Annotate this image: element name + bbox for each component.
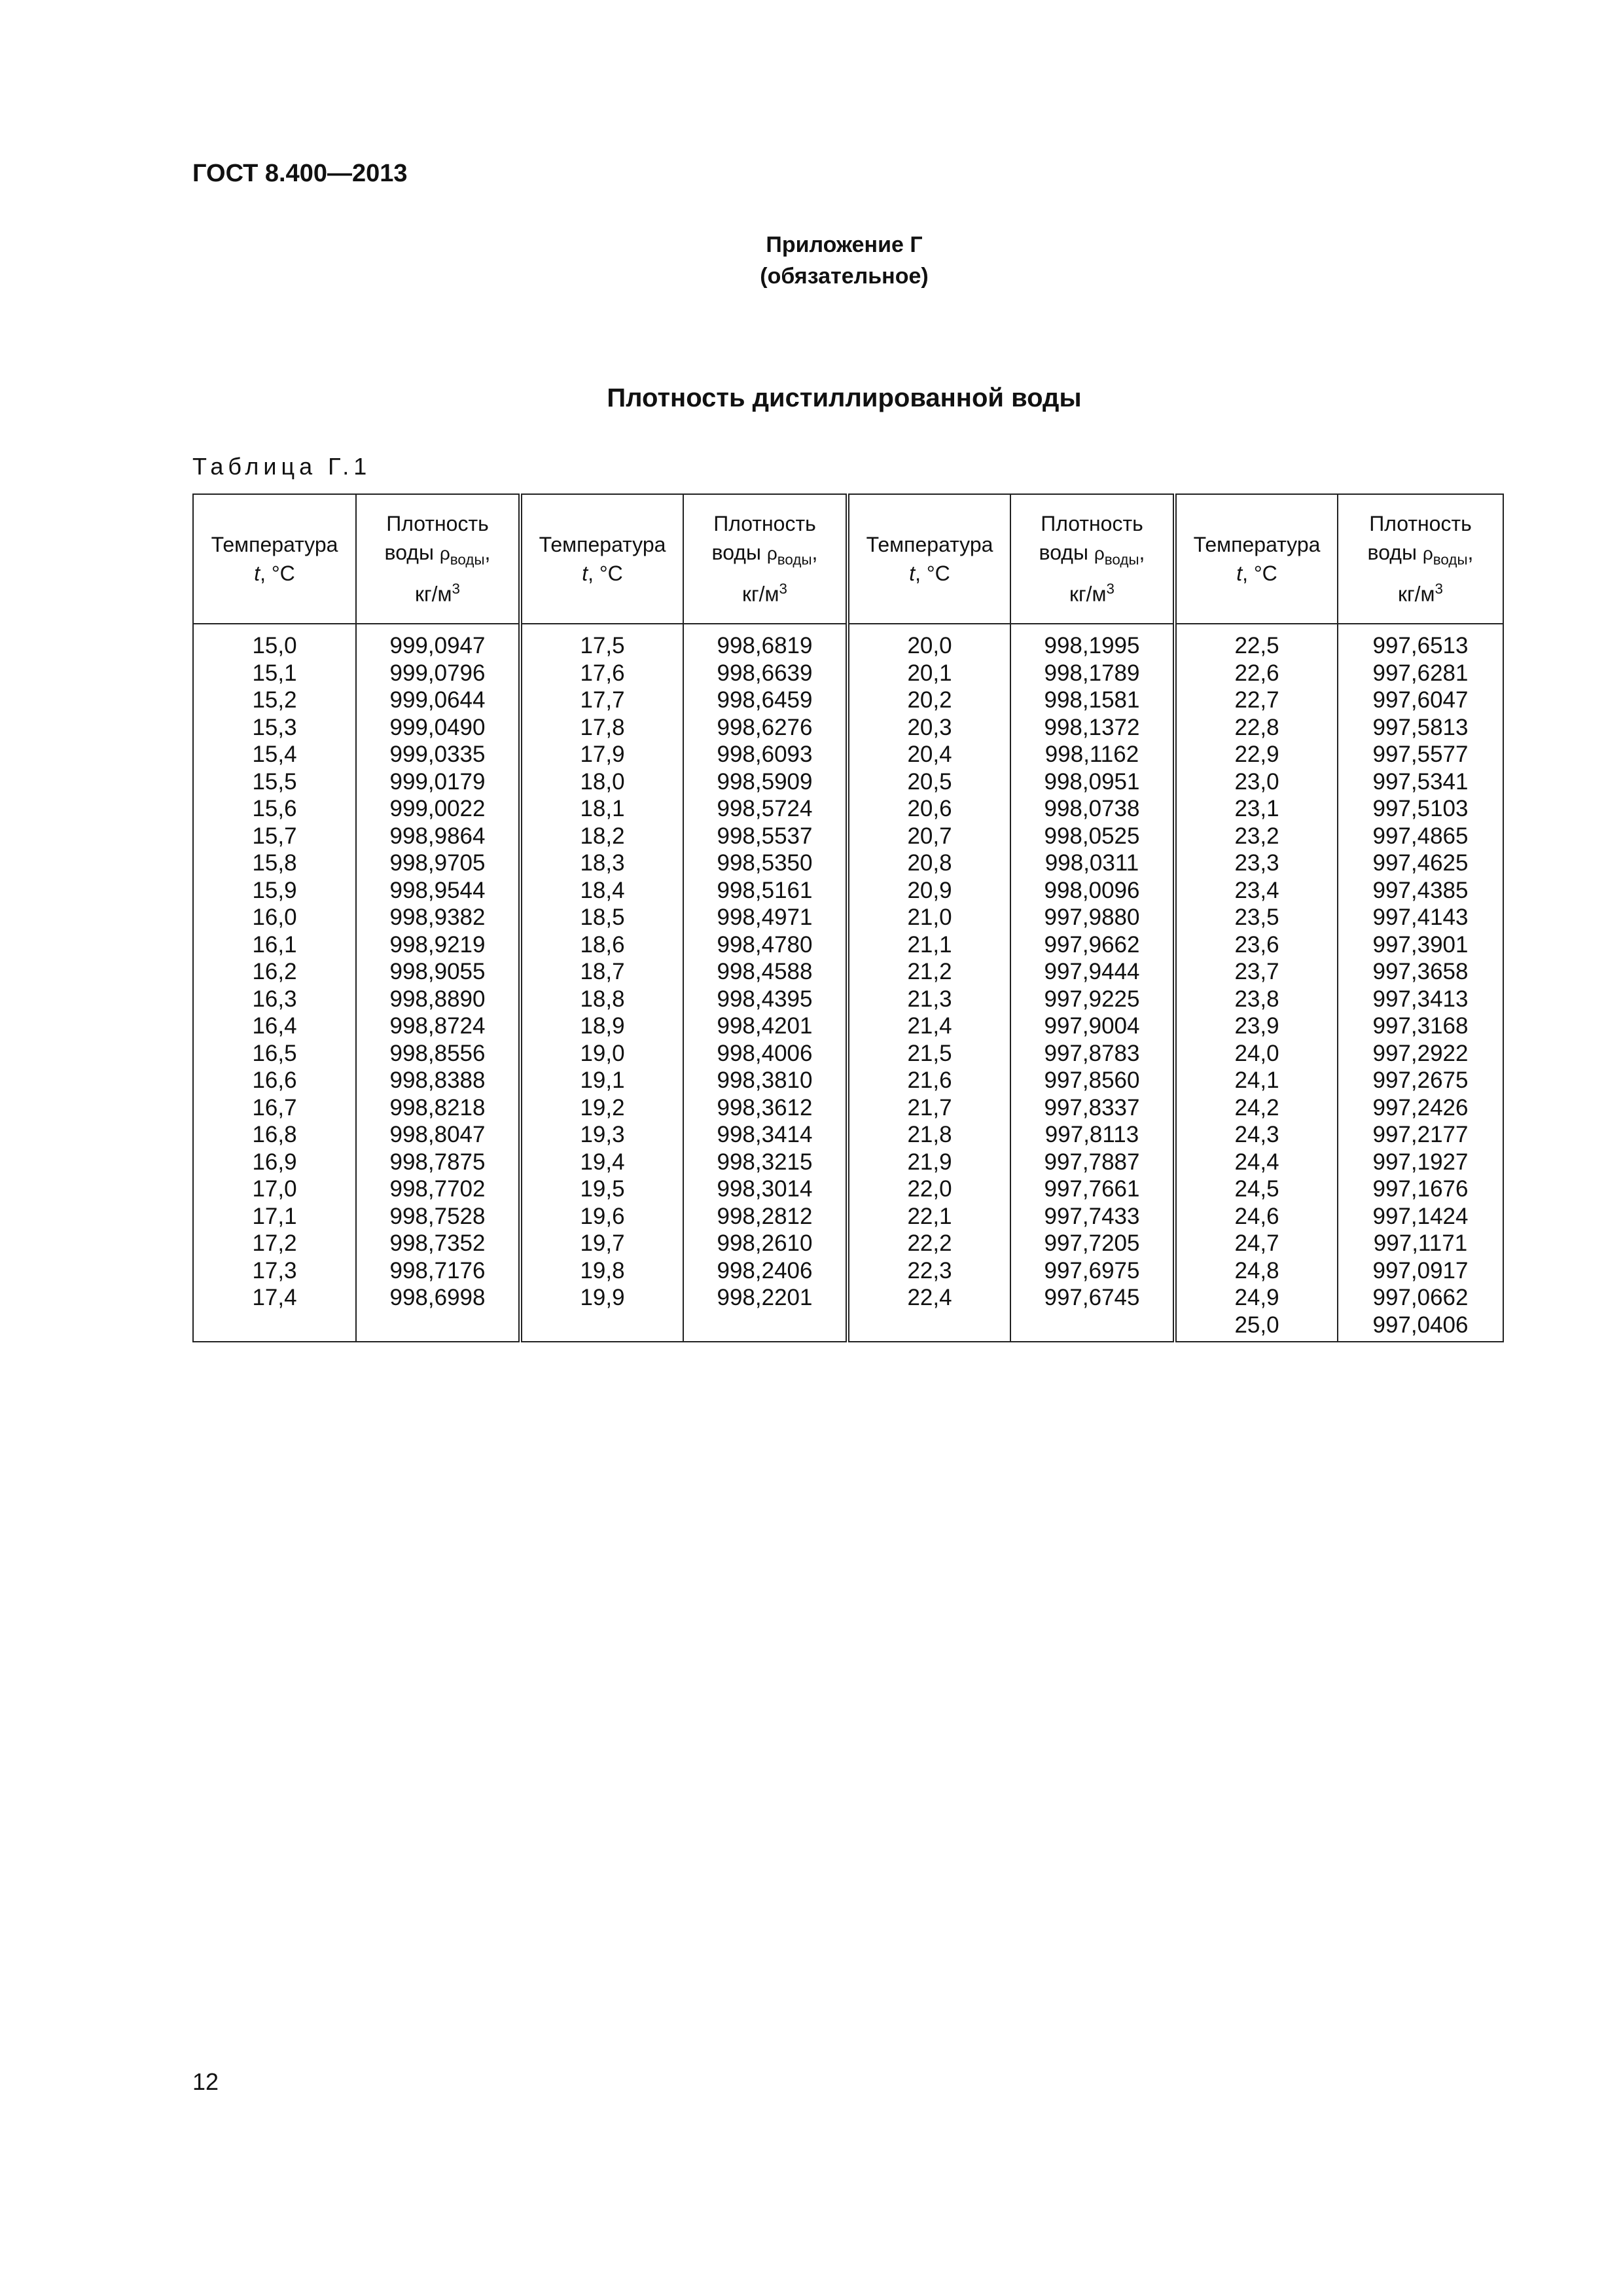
- density-value: 997,8783: [1044, 1040, 1140, 1066]
- temperature-value: 19,5: [580, 1176, 625, 1202]
- header-density-label: Плотность: [713, 512, 816, 536]
- header-density: [356, 494, 520, 624]
- temperature-value: 24,5: [1234, 1176, 1279, 1202]
- density-value: 998,6639: [717, 660, 813, 686]
- header-temperature-symbol: t: [582, 562, 588, 585]
- table-body: [193, 624, 1503, 1342]
- header-density-label-water: воды: [1039, 541, 1088, 565]
- header-temperature: [193, 494, 356, 624]
- temperature-value: 20,0: [907, 633, 952, 658]
- header-row: [193, 494, 1503, 624]
- density-value: 997,0662: [1372, 1285, 1469, 1310]
- temperature-value: 24,9: [1234, 1285, 1279, 1310]
- temperature-value: 15,3: [252, 714, 297, 740]
- density-value: 998,3014: [717, 1176, 813, 1202]
- density-value: 998,4201: [717, 1013, 813, 1039]
- density-value: 997,8113: [1044, 1122, 1139, 1147]
- density-subscript: воды: [1104, 551, 1139, 568]
- temperature-value: 18,2: [580, 823, 625, 849]
- temperature-value: 17,4: [252, 1285, 297, 1310]
- density-value: 998,4588: [717, 959, 813, 984]
- density-value: 999,0179: [389, 768, 486, 795]
- header-temperature-label: Температура: [1193, 533, 1321, 556]
- density-value: 997,5813: [1372, 714, 1469, 740]
- density-value: 997,9225: [1044, 986, 1140, 1012]
- temperature-value: 17,2: [252, 1230, 297, 1256]
- density-value: 998,4780: [717, 931, 813, 958]
- header-density: [1010, 494, 1175, 624]
- temperature-value: 23,0: [1234, 768, 1279, 795]
- temperature-value: 22,3: [907, 1257, 952, 1283]
- body-row: [193, 624, 1503, 1342]
- temperature-value: 22,8: [1234, 714, 1279, 740]
- density-unit: кг/м: [1069, 582, 1107, 606]
- temperature-column: [847, 624, 1010, 1342]
- density-value: 998,8218: [389, 1094, 486, 1121]
- temperature-value: 15,2: [252, 687, 297, 713]
- density-subscript: воды: [1433, 551, 1468, 568]
- density-value: 998,0096: [1044, 877, 1140, 903]
- temperature-value: 16,9: [252, 1149, 297, 1175]
- density-value: 997,1424: [1372, 1203, 1469, 1229]
- page-number: 12: [192, 2068, 219, 2095]
- temperature-value: 20,6: [907, 796, 952, 821]
- density-comma: ,: [812, 541, 818, 565]
- density-table: [192, 493, 1504, 1342]
- temperature-value: 19,3: [580, 1122, 625, 1147]
- temperature-value: 21,7: [907, 1094, 952, 1121]
- density-unit-exponent: 3: [1435, 580, 1443, 597]
- density-value: 997,2922: [1372, 1040, 1469, 1066]
- temperature-value: 18,9: [580, 1013, 625, 1039]
- density-value: 997,8337: [1044, 1094, 1140, 1121]
- temperature-column: [520, 624, 683, 1342]
- header-temperature-label: Температура: [866, 533, 993, 556]
- temperature-value: 19,0: [580, 1040, 625, 1066]
- density-value: 997,9662: [1044, 931, 1140, 958]
- temperature-value: 18,8: [580, 986, 625, 1012]
- density-comma: ,: [1139, 541, 1145, 565]
- density-value: 997,1171: [1373, 1230, 1468, 1256]
- density-symbol: ρ: [439, 543, 450, 564]
- temperature-value: 24,7: [1234, 1230, 1279, 1256]
- document-code: ГОСТ 8.400—2013: [192, 160, 408, 187]
- density-value: 997,6281: [1372, 660, 1469, 686]
- density-value: 998,9544: [389, 877, 486, 903]
- temperature-value: 24,0: [1234, 1040, 1279, 1066]
- temperature-value: 15,4: [252, 742, 297, 767]
- density-value: 998,2610: [717, 1230, 813, 1256]
- temperature-value: 18,0: [580, 768, 625, 795]
- density-value: 997,2177: [1372, 1122, 1469, 1147]
- temperature-value: 21,2: [907, 959, 952, 984]
- annex-label: Приложение Г: [766, 232, 923, 257]
- temperature-value: 23,6: [1234, 931, 1279, 958]
- temperature-column: [1175, 624, 1338, 1342]
- temperature-value: 17,3: [252, 1257, 297, 1283]
- temperature-value: 15,1: [252, 660, 297, 686]
- density-value: 998,9382: [389, 905, 486, 930]
- density-value: 998,5350: [717, 850, 813, 876]
- temperature-value: 24,1: [1234, 1067, 1279, 1093]
- density-comma: ,: [1467, 541, 1474, 565]
- density-value: 998,1372: [1044, 714, 1140, 740]
- density-column: [683, 624, 847, 1342]
- density-value: 997,7205: [1044, 1230, 1140, 1256]
- temperature-column: [193, 624, 356, 1342]
- density-value: 997,3658: [1372, 959, 1469, 984]
- header-density: [1338, 494, 1503, 624]
- density-value: 998,1162: [1044, 742, 1139, 767]
- table-caption: Таблица Г.1: [192, 453, 372, 480]
- density-value: 997,4143: [1372, 905, 1469, 930]
- density-subscript: воды: [450, 551, 485, 568]
- density-value: 997,3901: [1372, 931, 1469, 958]
- annex-heading: [0, 229, 1623, 292]
- density-value: 997,5577: [1372, 742, 1469, 767]
- density-value: 997,4625: [1372, 850, 1469, 876]
- temperature-value: 23,7: [1234, 959, 1279, 984]
- temperature-value: 16,1: [252, 931, 297, 958]
- header-density-label-water: воды: [1367, 541, 1417, 565]
- temperature-value: 23,9: [1234, 1013, 1279, 1039]
- temperature-value: 20,5: [907, 768, 952, 795]
- header-temperature: [520, 494, 683, 624]
- density-unit-exponent: 3: [452, 580, 460, 597]
- temperature-value: 21,3: [907, 986, 952, 1012]
- temperature-value: 19,4: [580, 1149, 625, 1175]
- temperature-value: 25,0: [1234, 1312, 1279, 1338]
- density-value: 997,3413: [1372, 986, 1469, 1012]
- header-temperature: [1175, 494, 1338, 624]
- temperature-value: 20,7: [907, 823, 952, 849]
- temperature-value: 22,9: [1234, 742, 1279, 767]
- density-value: 998,4006: [717, 1040, 813, 1066]
- temperature-value: 16,8: [252, 1122, 297, 1147]
- density-value: 997,3168: [1372, 1013, 1469, 1039]
- density-value: 998,6276: [717, 714, 813, 740]
- temperature-value: 20,2: [907, 687, 952, 713]
- header-temperature-symbol: t: [254, 562, 260, 585]
- density-value: 997,2426: [1372, 1094, 1469, 1121]
- density-value: 998,1581: [1044, 687, 1140, 713]
- header-density-label-water: воды: [711, 541, 761, 565]
- density-value: 999,0022: [389, 796, 486, 821]
- density-value: 998,1789: [1044, 660, 1140, 686]
- density-value: 997,2675: [1372, 1067, 1469, 1093]
- temperature-value: 18,6: [580, 931, 625, 958]
- density-value: 998,0525: [1044, 823, 1140, 849]
- temperature-value: 20,3: [907, 714, 952, 740]
- temperature-value: 21,9: [907, 1149, 952, 1175]
- temperature-value: 15,6: [252, 796, 297, 821]
- temperature-value: 17,0: [252, 1176, 297, 1202]
- density-value: 998,7875: [389, 1149, 486, 1175]
- temperature-value: 15,5: [252, 768, 297, 795]
- temperature-value: 16,6: [252, 1067, 297, 1093]
- density-value: 998,8890: [389, 986, 486, 1012]
- density-value: 998,0311: [1044, 850, 1139, 876]
- density-value: 997,0917: [1372, 1257, 1469, 1283]
- temperature-value: 22,4: [907, 1285, 952, 1310]
- temperature-value: 19,7: [580, 1230, 625, 1256]
- density-value: 998,5909: [717, 768, 813, 795]
- temperature-value: 16,2: [252, 959, 297, 984]
- density-value: 997,8560: [1044, 1067, 1140, 1093]
- density-column: [1010, 624, 1175, 1342]
- density-unit: кг/м: [414, 582, 452, 606]
- temperature-value: 20,1: [907, 660, 952, 686]
- temperature-value: 17,7: [580, 687, 625, 713]
- temperature-value: 15,8: [252, 850, 297, 876]
- density-value: 998,7352: [389, 1230, 486, 1256]
- density-value: 997,0406: [1372, 1312, 1469, 1338]
- density-value: 998,8556: [389, 1040, 486, 1066]
- density-symbol: ρ: [1094, 543, 1105, 564]
- temperature-value: 17,9: [580, 742, 625, 767]
- density-value: 998,8724: [389, 1013, 486, 1039]
- temperature-value: 24,8: [1234, 1257, 1279, 1283]
- header-temperature-label: Температура: [539, 533, 666, 556]
- density-value: 998,5724: [717, 796, 813, 821]
- density-value: 998,3414: [717, 1122, 813, 1147]
- density-value: 997,9880: [1044, 905, 1140, 930]
- density-symbol: ρ: [1422, 543, 1433, 564]
- density-value: 998,9055: [389, 959, 486, 984]
- temperature-value: 18,4: [580, 877, 625, 903]
- density-unit: кг/м: [1397, 582, 1435, 606]
- header-temperature-unit: , °С: [588, 562, 623, 585]
- temperature-value: 21,5: [907, 1040, 952, 1066]
- temperature-value: 24,6: [1234, 1203, 1279, 1229]
- density-value: 998,3215: [717, 1149, 813, 1175]
- temperature-value: 22,5: [1234, 633, 1279, 658]
- temperature-value: 23,2: [1234, 823, 1279, 849]
- header-density-label: Плотность: [1369, 512, 1472, 536]
- header-temperature: [847, 494, 1010, 624]
- header-temperature-label: Температура: [211, 533, 338, 556]
- density-value: 998,6819: [717, 633, 813, 658]
- temperature-value: 19,9: [580, 1285, 625, 1310]
- density-value: 998,0738: [1044, 796, 1140, 821]
- header-temperature-unit: , °С: [915, 562, 950, 585]
- temperature-value: 17,5: [580, 633, 625, 658]
- density-value: 998,2812: [717, 1203, 813, 1229]
- temperature-value: 15,7: [252, 823, 297, 849]
- density-value: 997,6975: [1044, 1257, 1140, 1283]
- density-value: 998,2201: [717, 1285, 813, 1310]
- temperature-value: 23,8: [1234, 986, 1279, 1012]
- density-subscript: воды: [777, 551, 812, 568]
- density-value: 997,6047: [1372, 687, 1469, 713]
- density-value: 997,6745: [1044, 1285, 1140, 1310]
- density-unit: кг/м: [741, 582, 779, 606]
- temperature-value: 19,6: [580, 1203, 625, 1229]
- temperature-value: 16,3: [252, 986, 297, 1012]
- density-value: 997,5103: [1372, 796, 1469, 821]
- temperature-value: 23,5: [1234, 905, 1279, 930]
- density-value: 998,5537: [717, 823, 813, 849]
- page-title: Плотность дистиллированной воды: [607, 384, 1082, 412]
- temperature-value: 21,4: [907, 1013, 952, 1039]
- density-value: 999,0644: [389, 687, 486, 713]
- density-value: 997,1676: [1372, 1176, 1469, 1202]
- temperature-value: 20,4: [907, 742, 952, 767]
- temperature-value: 19,2: [580, 1094, 625, 1121]
- header-density-label: Плотность: [386, 512, 489, 536]
- temperature-value: 20,9: [907, 877, 952, 903]
- density-value: 997,4385: [1372, 877, 1469, 903]
- temperature-value: 21,1: [907, 931, 952, 958]
- temperature-value: 18,3: [580, 850, 625, 876]
- density-symbol: ρ: [766, 543, 777, 564]
- temperature-value: 22,0: [907, 1176, 952, 1202]
- temperature-value: 22,2: [907, 1230, 952, 1256]
- temperature-value: 22,1: [907, 1203, 952, 1229]
- density-value: 998,4395: [717, 986, 813, 1012]
- density-unit-exponent: 3: [1106, 580, 1115, 597]
- header-temperature-symbol: t: [909, 562, 916, 585]
- density-unit-exponent: 3: [779, 580, 787, 597]
- header-temperature-unit: , °С: [260, 562, 295, 585]
- temperature-value: 16,7: [252, 1094, 297, 1121]
- temperature-value: 15,0: [252, 633, 297, 658]
- table-header: [193, 494, 1503, 624]
- temperature-value: 16,4: [252, 1013, 297, 1039]
- density-value: 998,7528: [389, 1203, 486, 1229]
- temperature-value: 22,6: [1234, 660, 1279, 686]
- density-value: 998,1995: [1044, 633, 1140, 658]
- density-value: 998,8388: [389, 1067, 486, 1093]
- temperature-value: 23,1: [1234, 796, 1279, 821]
- temperature-value: 15,9: [252, 877, 297, 903]
- temperature-value: 20,8: [907, 850, 952, 876]
- density-column: [1338, 624, 1503, 1342]
- temperature-value: 23,3: [1234, 850, 1279, 876]
- density-value: 998,7702: [389, 1176, 486, 1202]
- temperature-value: 18,7: [580, 959, 625, 984]
- annex-status: (обязательное): [760, 264, 929, 289]
- header-density-label: Плотность: [1041, 512, 1143, 536]
- temperature-value: 19,8: [580, 1257, 625, 1283]
- temperature-value: 16,5: [252, 1040, 297, 1066]
- temperature-value: 17,1: [252, 1203, 297, 1229]
- density-value: 997,9444: [1044, 959, 1140, 984]
- temperature-value: 21,0: [907, 905, 952, 930]
- temperature-value: 17,8: [580, 714, 625, 740]
- density-value: 999,0335: [389, 742, 486, 767]
- density-value: 998,9864: [389, 823, 486, 849]
- temperature-value: 21,6: [907, 1067, 952, 1093]
- density-value: 998,4971: [717, 905, 813, 930]
- density-value: 999,0796: [389, 660, 486, 686]
- temperature-value: 23,4: [1234, 877, 1279, 903]
- density-value: 997,7887: [1044, 1149, 1140, 1175]
- density-column: [356, 624, 520, 1342]
- density-value: 999,0947: [389, 633, 486, 658]
- density-value: 998,6459: [717, 687, 813, 713]
- temperature-value: 24,4: [1234, 1149, 1279, 1175]
- density-value: 998,9219: [389, 931, 486, 958]
- temperature-value: 18,1: [580, 796, 625, 821]
- density-value: 998,0951: [1044, 768, 1140, 795]
- density-value: 998,3810: [717, 1067, 813, 1093]
- temperature-value: 16,0: [252, 905, 297, 930]
- density-value: 998,8047: [389, 1122, 486, 1147]
- density-value: 999,0490: [389, 714, 486, 740]
- density-value: 998,3612: [717, 1094, 813, 1121]
- temperature-value: 24,2: [1234, 1094, 1279, 1121]
- density-value: 998,2406: [717, 1257, 813, 1283]
- density-value: 997,9004: [1044, 1013, 1140, 1039]
- header-temperature-unit: , °С: [1242, 562, 1277, 585]
- density-value: 997,6513: [1372, 633, 1469, 658]
- header-temperature-symbol: t: [1236, 562, 1243, 585]
- density-value: 998,7176: [389, 1257, 486, 1283]
- density-value: 997,4865: [1372, 823, 1469, 849]
- density-value: 997,7433: [1044, 1203, 1140, 1229]
- temperature-value: 22,7: [1234, 687, 1279, 713]
- temperature-value: 17,6: [580, 660, 625, 686]
- density-value: 997,1927: [1372, 1149, 1469, 1175]
- header-density-label-water: воды: [384, 541, 434, 565]
- temperature-value: 24,3: [1234, 1122, 1279, 1147]
- temperature-value: 21,8: [907, 1122, 952, 1147]
- density-comma: ,: [484, 541, 491, 565]
- header-density: [683, 494, 847, 624]
- density-value: 998,6998: [389, 1285, 486, 1310]
- temperature-value: 19,1: [580, 1067, 625, 1093]
- density-value: 998,5161: [717, 877, 813, 903]
- temperature-value: 18,5: [580, 905, 625, 930]
- density-value: 997,7661: [1044, 1176, 1140, 1202]
- density-value: 998,6093: [717, 742, 813, 767]
- density-value: 997,5341: [1372, 768, 1469, 795]
- density-value: 998,9705: [389, 850, 486, 876]
